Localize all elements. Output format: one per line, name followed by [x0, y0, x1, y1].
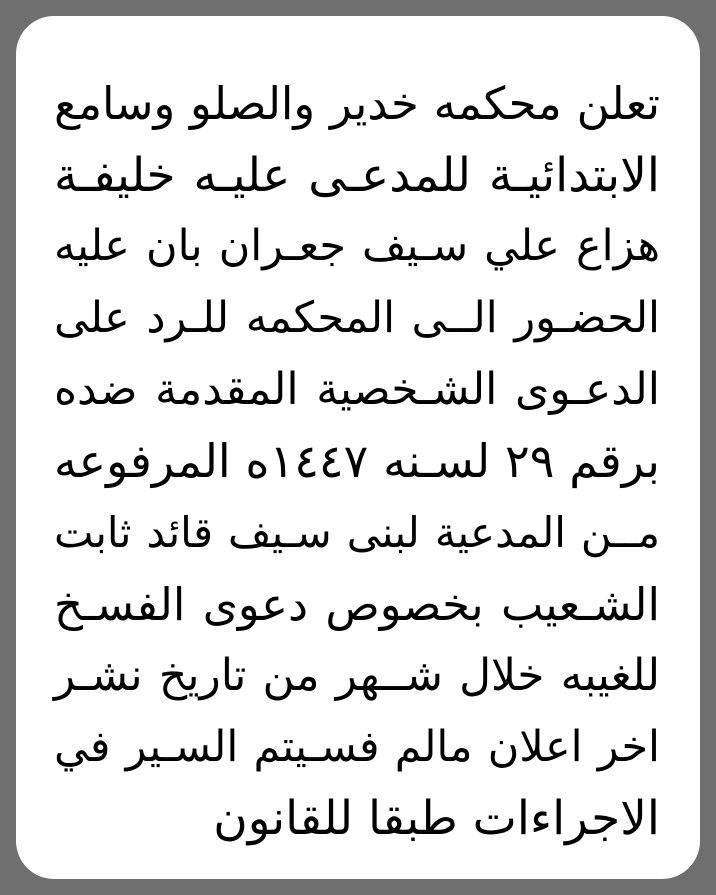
notice-line-9: للغيبه خلال شــهر من تاريخ نشـر: [54, 650, 660, 701]
notice-line-5: الدعـوى الشـخصية المقدمة ضده: [54, 364, 660, 415]
notice-line-1: تعلن محكمه خدير والصلو وسامع: [54, 77, 660, 130]
notice-line-6: برقم ٢٩ لسـنه ١٤٤٧ه المرفوعه: [54, 433, 660, 488]
notice-card: [16, 16, 700, 879]
notice-line-2: الابتدائيـة للمدعـى عليـه خليفـة: [54, 147, 660, 203]
notice-line-7: مــن المدعية لبنى سـيف قائد ثابت: [54, 508, 660, 557]
court-notice-text: [54, 68, 660, 855]
notice-line-3: هزاع علي سـيف جعـران بان عليه: [54, 221, 660, 271]
notice-line-4: الحضـور الــى المحكمه للـرد على: [54, 292, 660, 343]
notice-line-11: الاجراءات طبقا للقانون: [213, 791, 660, 846]
notice-line-8: الشـعيب بخصوص دعوى الفسـخ: [54, 577, 660, 631]
notice-line-10: اخر اعلان مالم فسـيتم السـير في: [54, 721, 660, 772]
